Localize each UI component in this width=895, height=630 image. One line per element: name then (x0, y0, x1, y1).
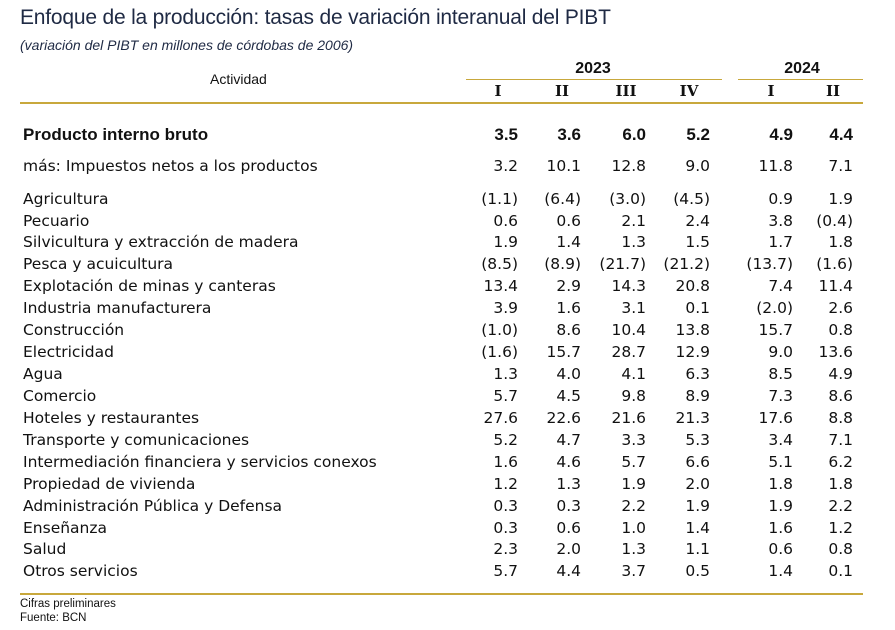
row-value: 5.7 (621, 453, 646, 471)
row-value: 6.6 (685, 453, 710, 471)
quarter-header: II (554, 82, 570, 100)
row-value: 1.8 (828, 475, 853, 493)
quarter-header: I (767, 82, 775, 100)
row-value: 3.2 (493, 157, 518, 175)
row-value: 2.4 (685, 212, 710, 230)
row-label: Administración Pública y Defensa (23, 497, 283, 515)
activity-column-header: Actividad (210, 71, 267, 87)
row-value: 21.3 (675, 409, 710, 427)
row-value: 2.6 (828, 299, 853, 317)
header-rule (20, 102, 863, 104)
table-row (0, 475, 895, 497)
row-label: Comercio (23, 387, 97, 405)
row-value: 4.6 (556, 453, 581, 471)
row-value: (1.6) (816, 255, 853, 273)
bottom-rule (20, 593, 863, 595)
row-value: 17.6 (758, 409, 793, 427)
row-value: 8.9 (685, 387, 710, 405)
row-value: 1.3 (621, 233, 646, 251)
row-value: 2.0 (685, 475, 710, 493)
row-value: 7.1 (828, 431, 853, 449)
row-value: (1.1) (481, 190, 518, 208)
table-row (0, 409, 895, 431)
row-value: 12.8 (611, 157, 646, 175)
row-label: Intermediación financiera y servicios conexos (23, 453, 377, 471)
row-value: 1.9 (768, 497, 793, 515)
row-value: 0.6 (768, 540, 793, 558)
page-title: Enfoque de la producción: tasas de variación interanual del PIBT (20, 6, 611, 29)
row-value: 5.2 (493, 431, 518, 449)
row-value: 0.8 (828, 540, 853, 558)
row-value: 4.5 (556, 387, 581, 405)
row-value: 9.8 (621, 387, 646, 405)
row-value: 3.1 (621, 299, 646, 317)
row-value: 6.3 (685, 365, 710, 383)
row-value: 1.9 (685, 497, 710, 515)
quarter-header: III (615, 82, 637, 100)
row-label: Silvicultura y extracción de madera (23, 233, 299, 251)
footnote-source: Fuente: BCN (20, 612, 87, 624)
table-row (0, 255, 895, 277)
row-value: 28.7 (611, 343, 646, 361)
row-value: 0.6 (556, 212, 581, 230)
quarter-header: I (494, 82, 502, 100)
table-row (0, 190, 895, 212)
table-row (0, 277, 895, 299)
row-value: 3.3 (621, 431, 646, 449)
row-value: 1.4 (556, 233, 581, 251)
row-value: 1.6 (768, 519, 793, 537)
row-value: 2.1 (621, 212, 646, 230)
row-label: Hoteles y restaurantes (23, 409, 200, 427)
row-value: (8.5) (481, 255, 518, 273)
row-value: (4.5) (673, 190, 710, 208)
table-row (0, 431, 895, 453)
table-row (0, 343, 895, 365)
row-value: 11.4 (818, 277, 853, 295)
row-value: 10.4 (611, 321, 646, 339)
row-value: 2.9 (556, 277, 581, 295)
row-value: 1.5 (685, 233, 710, 251)
row-value: 1.6 (493, 453, 518, 471)
table-row (0, 125, 895, 147)
row-value: 1.9 (621, 475, 646, 493)
row-value: 3.4 (768, 431, 793, 449)
row-value: 10.1 (546, 157, 581, 175)
row-value: 8.6 (828, 387, 853, 405)
row-value: 0.5 (685, 562, 710, 580)
table-row (0, 497, 895, 519)
row-label: Electricidad (23, 343, 114, 361)
row-value: 0.6 (493, 212, 518, 230)
row-value: 0.9 (768, 190, 793, 208)
row-value: 1.8 (768, 475, 793, 493)
row-value: 0.3 (556, 497, 581, 515)
row-value: 0.8 (828, 321, 853, 339)
row-value: (2.0) (756, 299, 793, 317)
row-label: Agricultura (23, 190, 109, 208)
row-value: 5.7 (493, 562, 518, 580)
row-value: 6.0 (622, 125, 646, 144)
row-label: Agua (23, 365, 63, 383)
row-value: 8.8 (828, 409, 853, 427)
row-value: (8.9) (544, 255, 581, 273)
row-value: 5.7 (493, 387, 518, 405)
table-row (0, 321, 895, 343)
row-label: Salud (23, 540, 67, 558)
row-value: 3.7 (621, 562, 646, 580)
row-value: 4.0 (556, 365, 581, 383)
row-value: 1.6 (556, 299, 581, 317)
row-value: 0.1 (685, 299, 710, 317)
footnote-preliminary: Cifras preliminares (20, 598, 116, 610)
row-value: 1.7 (768, 233, 793, 251)
row-value: 1.3 (556, 475, 581, 493)
row-value: 13.6 (818, 343, 853, 361)
row-value: 1.9 (828, 190, 853, 208)
row-value: 0.1 (828, 562, 853, 580)
table-row (0, 233, 895, 255)
row-value: 13.4 (483, 277, 518, 295)
row-label: Otros servicios (23, 562, 138, 580)
row-value: 5.1 (768, 453, 793, 471)
row-value: 9.0 (768, 343, 793, 361)
row-value: 2.2 (621, 497, 646, 515)
row-value: (21.7) (599, 255, 646, 273)
row-value: (1.0) (481, 321, 518, 339)
row-value: 5.3 (685, 431, 710, 449)
table-row (0, 453, 895, 475)
year-header-2023: 2023 (575, 60, 611, 77)
row-label: Pecuario (23, 212, 90, 230)
row-value: 0.3 (493, 519, 518, 537)
row-value: 2.3 (493, 540, 518, 558)
row-value: 8.5 (768, 365, 793, 383)
row-value: 1.4 (685, 519, 710, 537)
row-value: 20.8 (675, 277, 710, 295)
row-value: 1.8 (828, 233, 853, 251)
row-value: 1.9 (493, 233, 518, 251)
row-label: Pesca y acuicultura (23, 255, 174, 273)
table-row (0, 365, 895, 387)
year-header-2024: 2024 (784, 60, 820, 77)
row-value: 1.1 (685, 540, 710, 558)
table-row (0, 540, 895, 562)
row-value: (0.4) (816, 212, 853, 230)
row-value: 5.2 (686, 125, 710, 144)
table-row (0, 299, 895, 321)
row-value: 8.6 (556, 321, 581, 339)
row-value: 1.4 (768, 562, 793, 580)
row-value: (3.0) (609, 190, 646, 208)
year-rule-2024 (738, 79, 863, 80)
row-value: 7.4 (768, 277, 793, 295)
row-value: 27.6 (483, 409, 518, 427)
row-value: 15.7 (758, 321, 793, 339)
row-value: 4.9 (769, 125, 793, 144)
page-subtitle: (variación del PIBT en millones de córdobas de 2006) (20, 37, 354, 53)
row-label: Enseñanza (23, 519, 108, 537)
quarter-header: II (825, 82, 841, 100)
row-value: (6.4) (544, 190, 581, 208)
row-value: 4.7 (556, 431, 581, 449)
row-value: 13.8 (675, 321, 710, 339)
row-value: 3.8 (768, 212, 793, 230)
row-value: (21.2) (663, 255, 710, 273)
row-label: Propiedad de vivienda (23, 475, 196, 493)
row-value: 7.3 (768, 387, 793, 405)
row-value: 3.5 (494, 125, 518, 144)
row-value: 3.9 (493, 299, 518, 317)
row-value: 2.0 (556, 540, 581, 558)
row-value: 21.6 (611, 409, 646, 427)
row-label: Construcción (23, 321, 125, 339)
row-value: 0.3 (493, 497, 518, 515)
row-value: 6.2 (828, 453, 853, 471)
table-row (0, 212, 895, 234)
table-row (0, 519, 895, 541)
quarter-header: IV (679, 82, 699, 100)
row-value: 3.6 (557, 125, 581, 144)
row-value: 4.1 (621, 365, 646, 383)
row-value: 4.9 (828, 365, 853, 383)
row-value: (1.6) (481, 343, 518, 361)
row-value: 7.1 (828, 157, 853, 175)
table-row (0, 562, 895, 584)
row-value: 11.8 (758, 157, 793, 175)
row-value: (13.7) (746, 255, 793, 273)
row-value: 15.7 (546, 343, 581, 361)
row-value: 14.3 (611, 277, 646, 295)
table-row (0, 157, 895, 179)
table-row (0, 387, 895, 409)
row-value: 0.6 (556, 519, 581, 537)
row-value: 1.2 (493, 475, 518, 493)
row-value: 1.2 (828, 519, 853, 537)
row-value: 1.3 (621, 540, 646, 558)
row-label: Industria manufacturera (23, 299, 212, 317)
row-value: 12.9 (675, 343, 710, 361)
row-value: 2.2 (828, 497, 853, 515)
row-value: 1.0 (621, 519, 646, 537)
row-label: Producto interno bruto (23, 125, 209, 144)
row-label: Explotación de minas y canteras (23, 277, 276, 295)
row-value: 4.4 (829, 125, 853, 144)
row-value: 1.3 (493, 365, 518, 383)
year-rule-2023 (466, 79, 722, 80)
row-value: 4.4 (556, 562, 581, 580)
row-value: 22.6 (546, 409, 581, 427)
row-value: 9.0 (685, 157, 710, 175)
row-label: Transporte y comunicaciones (23, 431, 250, 449)
row-label: más: Impuestos netos a los productos (23, 157, 318, 175)
